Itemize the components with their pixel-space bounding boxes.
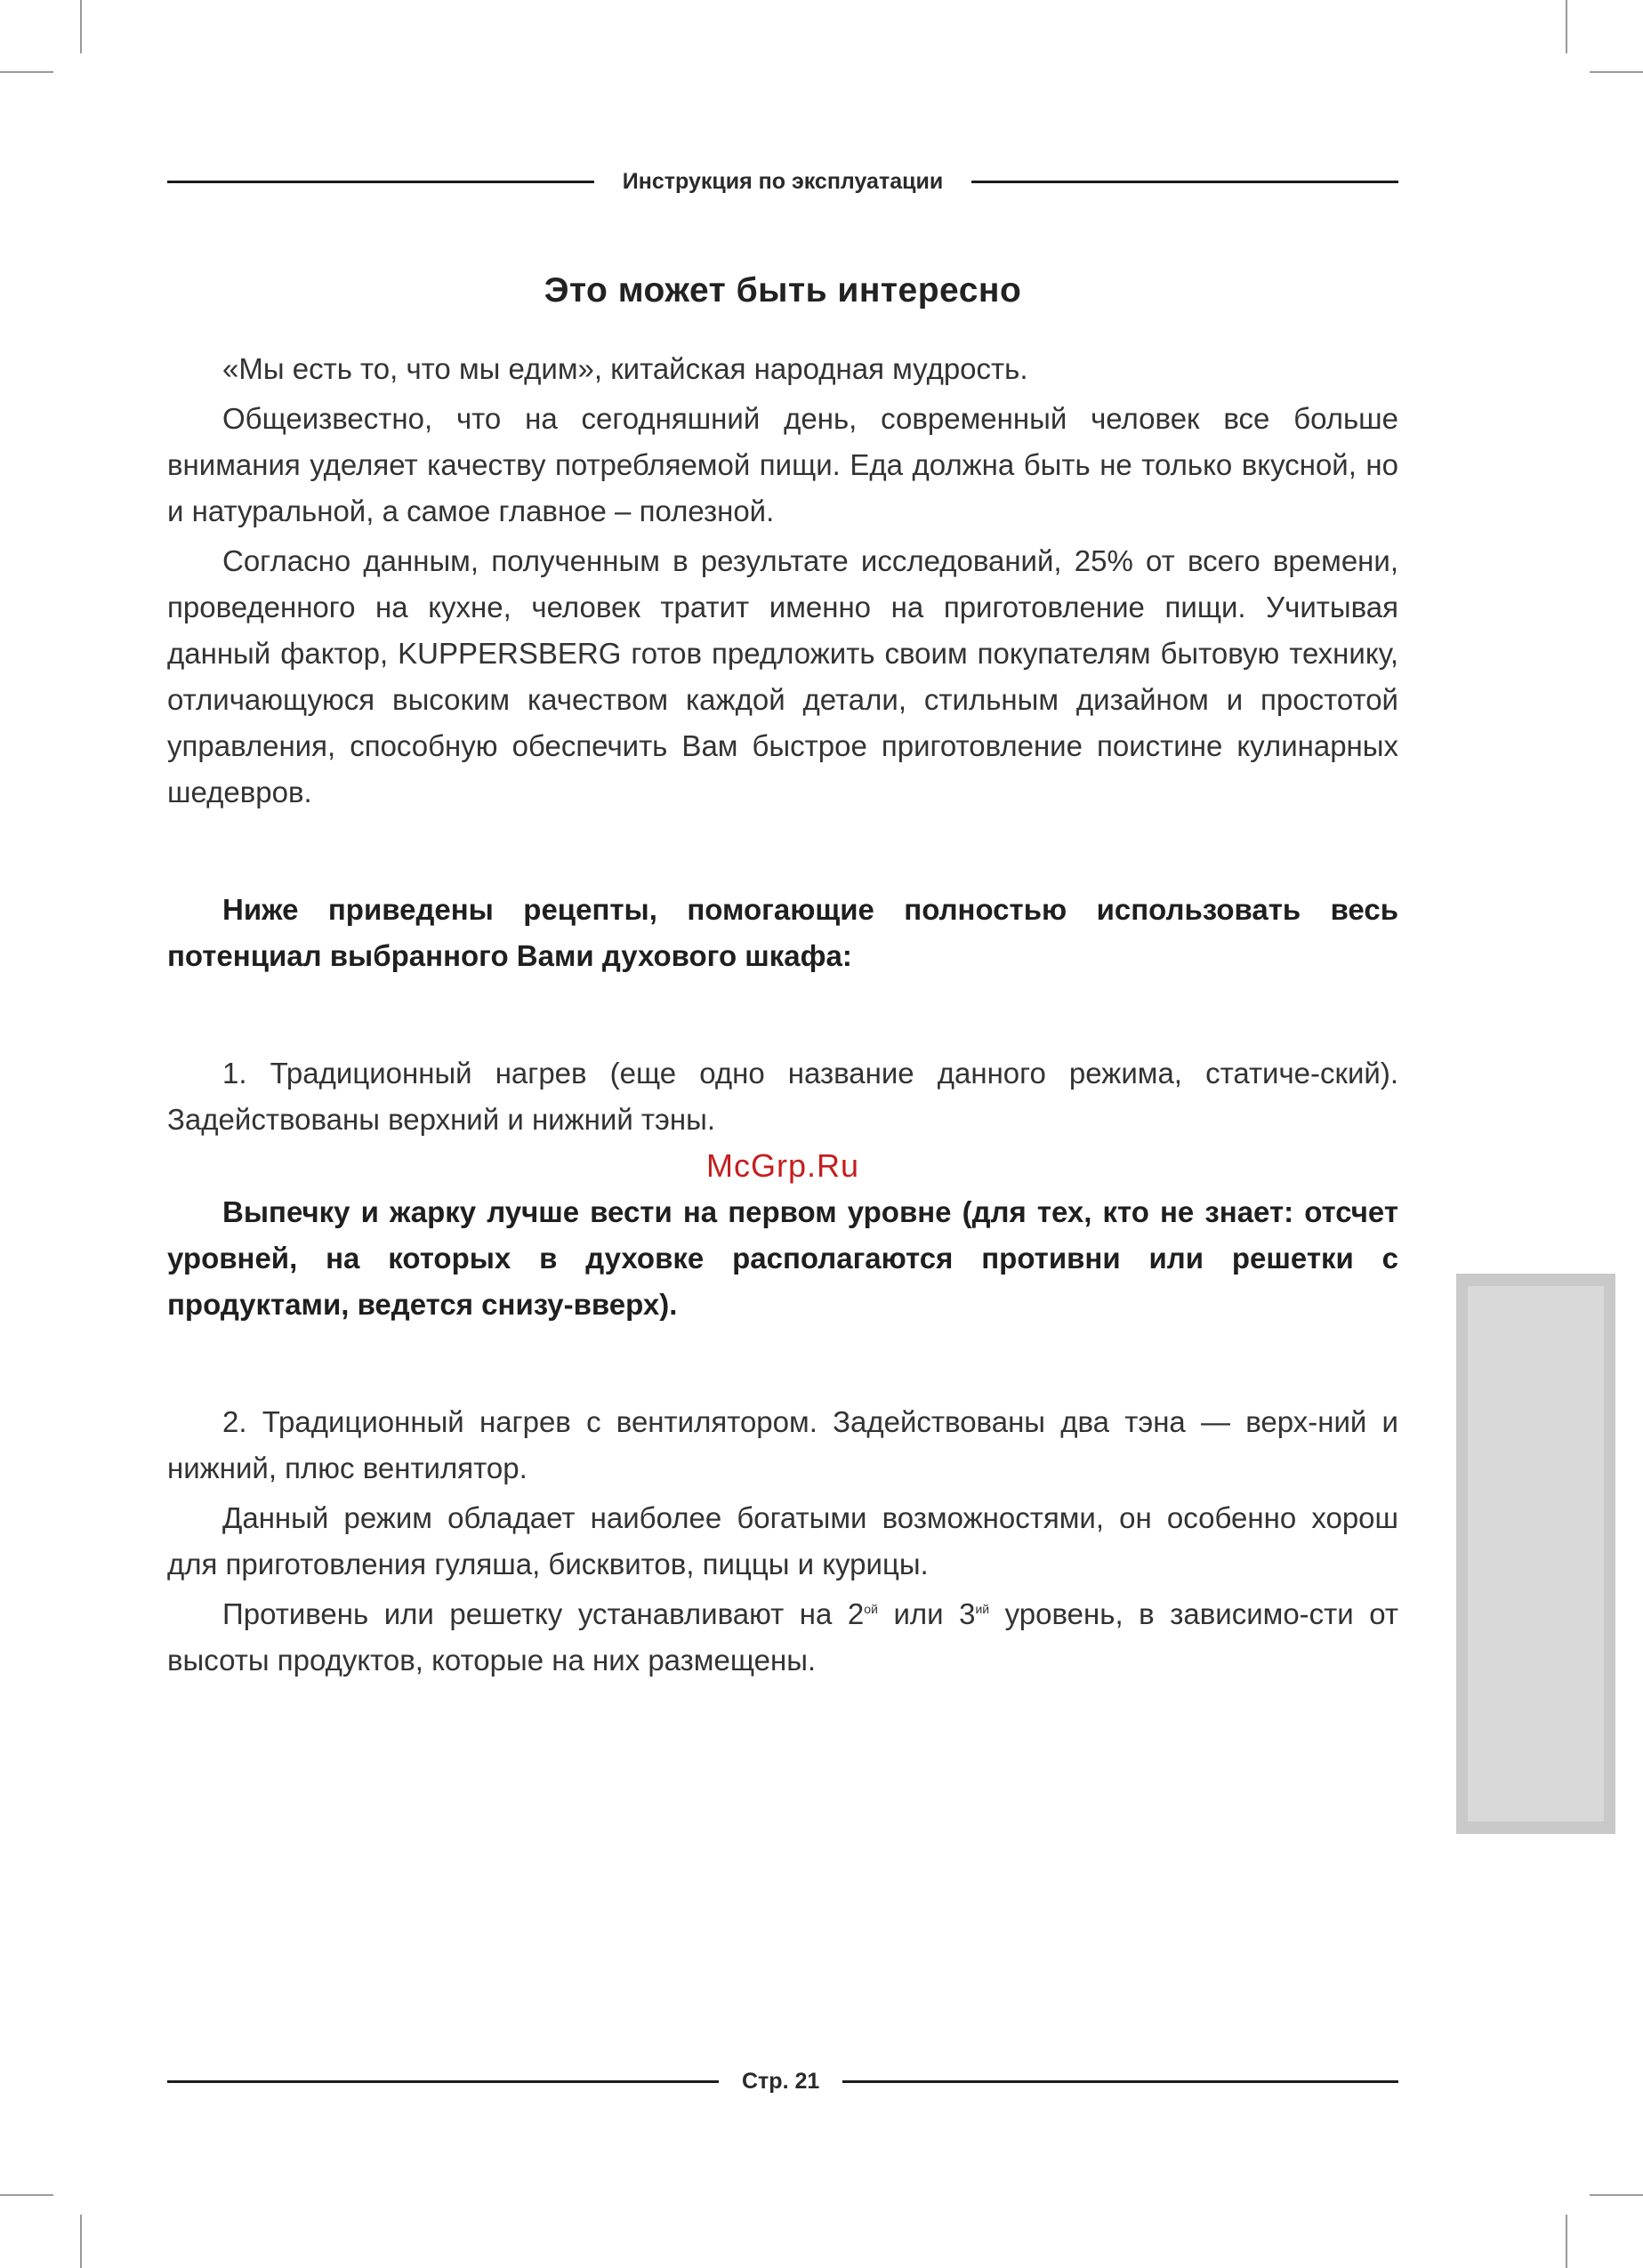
levels-prefix: Противень или решетку устанавливают на 2 bbox=[222, 1597, 865, 1630]
footer-rule-right bbox=[842, 2080, 1398, 2083]
recipes-heading: Ниже приведены рецепты, помогающие полностью использовать весь потенциал выбранного Вами духового шкафа: bbox=[167, 893, 1398, 972]
side-thumb-tab-inner bbox=[1468, 1286, 1604, 1822]
crop-mark-top-left bbox=[80, 0, 82, 53]
mode-1-note: Выпечку и жарку лучше вести на первом уровне (для тех, кто не знает: отсчет уровней, на которых в духовке располагаются противни или решетки с продуктами, ведется снизу-вверх). bbox=[167, 1195, 1398, 1321]
mode-1-text: 1. Традиционный нагрев (еще одно название данного режима, статиче-ский). Задействованы верхний и нижний тэны. bbox=[167, 1057, 1398, 1136]
mode-2-text: 2. Традиционный нагрев с вентилятором. Задействованы два тэна — верх-ний и нижний, плюс вентилятор. bbox=[167, 1405, 1398, 1484]
article-title: Это может быть интересно bbox=[544, 271, 1022, 310]
crop-mark-top-right bbox=[1566, 0, 1567, 53]
levels-sup-2: ий bbox=[975, 1602, 990, 1616]
crop-mark-bottom-right bbox=[1566, 2215, 1567, 2268]
paragraph-2: Согласно данным, полученным в результате исследований, 25% от всего времени, проведенного на кухне, человек тратит именно на приготовление пищи. Учитывая данный фактор, KUPPERSBERG готов предложить своим покупателям бытовую технику, отличающуюся высоким качеством каждой детали, стильным дизайном и простотой управления, способную обеспечить Вам быстрое приготовление поистине кулинарных шедевров. bbox=[167, 544, 1398, 808]
levels-suffix: уровень, в зависимо-сти от высоты продуктов, которые на них размещены. bbox=[167, 1597, 1399, 1677]
footer-rule-left bbox=[167, 2080, 719, 2083]
levels-mid: или 3 bbox=[877, 1597, 976, 1630]
header-title: Инструкция по эксплуатации bbox=[622, 169, 944, 194]
intro-quote: «Мы есть то, что мы едим», китайская народная мудрость. bbox=[222, 352, 1028, 385]
crop-mark-top-right-h bbox=[1590, 71, 1643, 73]
levels-sup-1: ой bbox=[864, 1602, 878, 1616]
page-footer bbox=[167, 2069, 1398, 2095]
page-content bbox=[167, 271, 1398, 1684]
header-rule-right bbox=[971, 181, 1398, 183]
page-number: Стр. 21 bbox=[742, 2069, 820, 2094]
crop-mark-bottom-left-h bbox=[0, 2194, 53, 2196]
header-rule-left bbox=[167, 181, 594, 183]
paragraph-1: Общеизвестно, что на сегодняшний день, современный человек все больше внимания уделяет качеству потребляемой пищи. Еда должна быть не только вкусной, но и натуральной, а самое главное – полезной. bbox=[167, 402, 1398, 527]
page-header bbox=[167, 169, 1398, 195]
watermark: McGrp.Ru bbox=[705, 1147, 860, 1184]
crop-mark-bottom-left bbox=[80, 2215, 82, 2268]
crop-mark-bottom-right-h bbox=[1590, 2194, 1643, 2196]
mode-2-description: Данный режим обладает наиболее богатыми возможностями, он особенно хорош для приготовления гуляша, бисквитов, пиццы и курицы. bbox=[167, 1501, 1398, 1580]
crop-mark-top-left-h bbox=[0, 71, 53, 73]
mode-2-levels bbox=[167, 1591, 1398, 1684]
